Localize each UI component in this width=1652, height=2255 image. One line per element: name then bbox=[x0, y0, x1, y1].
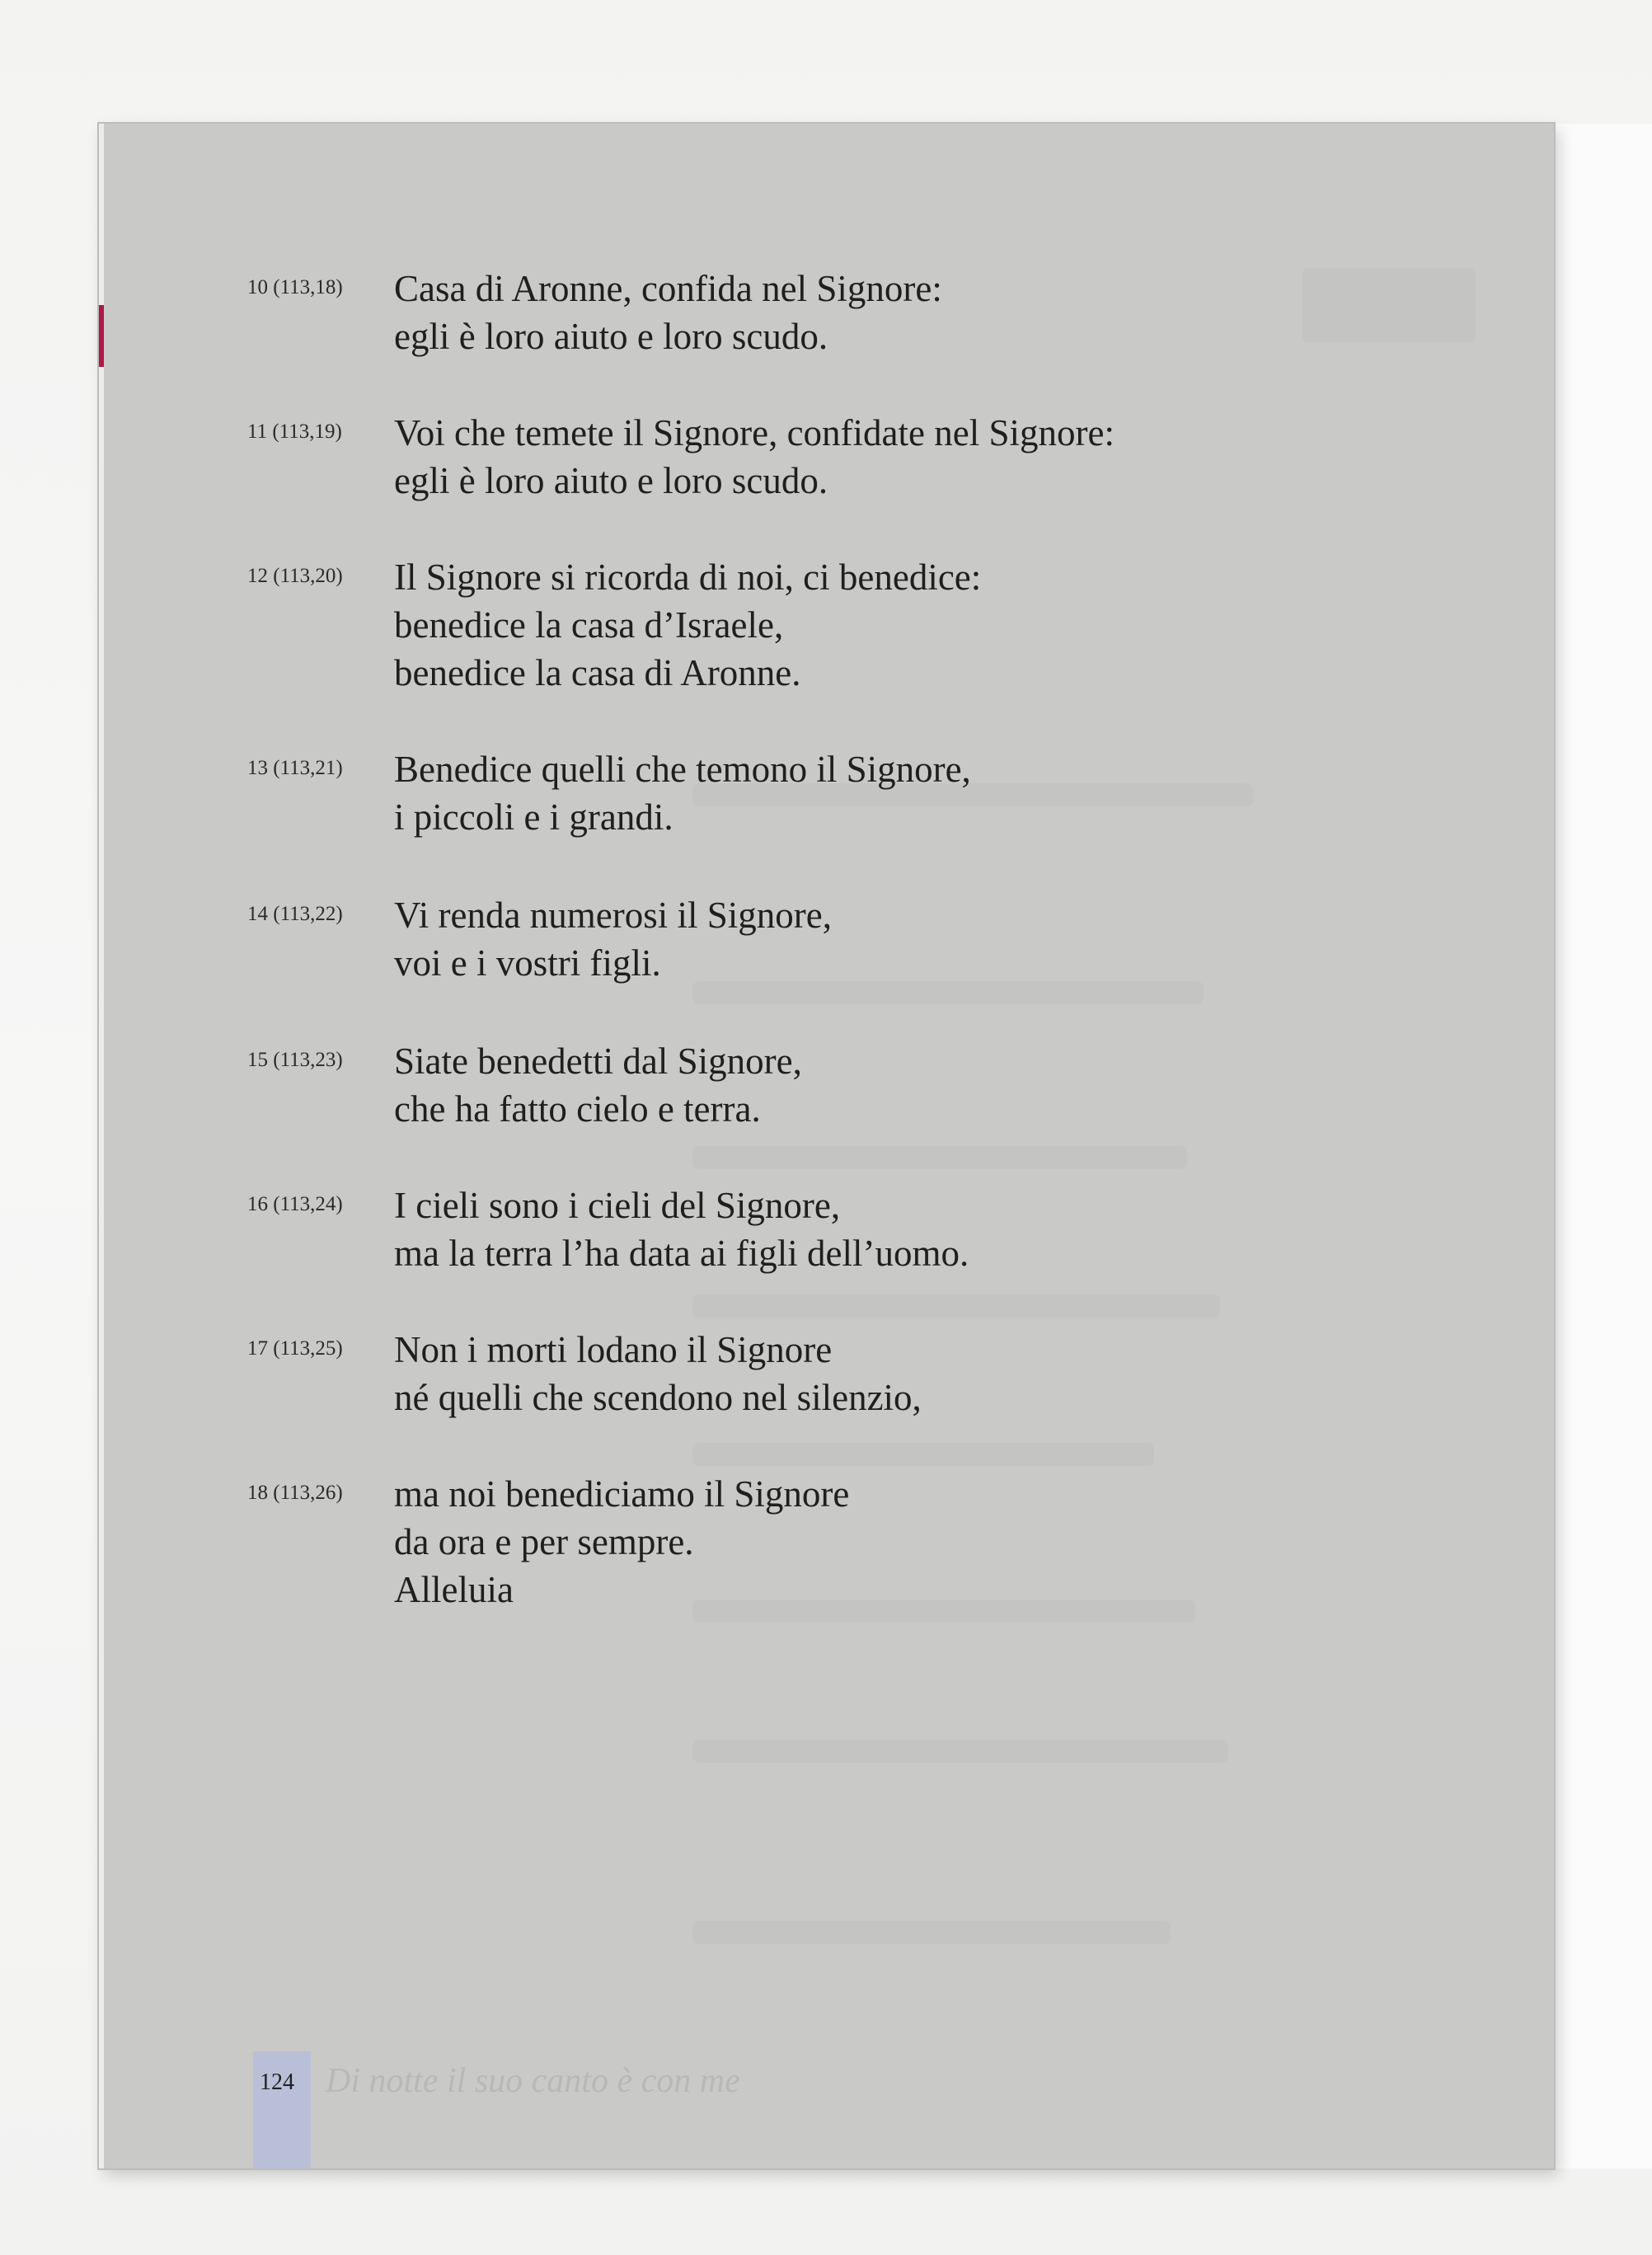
verse-number: 18 (113,26) bbox=[247, 1482, 343, 1504]
verse-line: da ora e per sempre. bbox=[394, 1521, 694, 1562]
verse-number: 13 (113,21) bbox=[247, 757, 343, 779]
verse-line: voi e i vostri figli. bbox=[394, 942, 661, 984]
verse-line: né quelli che scendono nel silenzio, bbox=[394, 1377, 922, 1418]
verse-text bbox=[394, 1182, 969, 1277]
verse-line: ma la terra l’ha data ai figli dell’uomo. bbox=[394, 1233, 969, 1274]
verse-line: Benedice quelli che temono il Signore, bbox=[394, 749, 971, 790]
verse-text bbox=[394, 1326, 922, 1421]
verse-text bbox=[394, 745, 971, 841]
verse-number: 16 (113,24) bbox=[247, 1193, 343, 1215]
verse-number: 14 (113,22) bbox=[247, 903, 343, 925]
verse-line: I cieli sono i cieli del Signore, bbox=[394, 1185, 841, 1226]
booklet-page bbox=[99, 124, 1554, 2168]
verse-line: che ha fatto cielo e terra. bbox=[394, 1088, 761, 1130]
verse-line: Siate benedetti dal Signore, bbox=[394, 1041, 802, 1082]
verse-number: 10 (113,18) bbox=[247, 276, 343, 298]
verse-number: 11 (113,19) bbox=[247, 420, 342, 443]
verse-line: Il Signore si ricorda di noi, ci benedice: bbox=[394, 557, 982, 598]
verse-line: Voi che temete il Signore, confidate nel Signore: bbox=[394, 412, 1115, 453]
verse-number: 15 (113,23) bbox=[247, 1049, 343, 1071]
verse-text bbox=[394, 891, 832, 987]
verse-line: egli è loro aiuto e loro scudo. bbox=[394, 460, 828, 501]
verse-text bbox=[394, 1470, 849, 1614]
running-title: Di notte il suo canto è con me bbox=[326, 2062, 740, 2100]
verse-number: 17 (113,25) bbox=[247, 1337, 343, 1360]
verse-number: 12 (113,20) bbox=[247, 565, 343, 587]
verse-line: Non i morti lodano il Signore bbox=[394, 1329, 833, 1370]
verse-line: i piccoli e i grandi. bbox=[394, 796, 673, 838]
verse-text bbox=[394, 1037, 802, 1133]
verse-text bbox=[394, 553, 981, 697]
adjacent-page-edge bbox=[1554, 124, 1652, 2168]
verse-line: ma noi benediciamo il Signore bbox=[394, 1473, 850, 1515]
verse-line: benedice la casa di Aronne. bbox=[394, 652, 801, 693]
verse-text bbox=[394, 409, 1115, 505]
verse-line: egli è loro aiuto e loro scudo. bbox=[394, 316, 828, 357]
verse-line: Vi renda numerosi il Signore, bbox=[394, 895, 832, 936]
verse-line: Casa di Aronne, confida nel Signore: bbox=[394, 268, 942, 309]
page-number: 124 bbox=[260, 2069, 294, 2095]
verse-text bbox=[394, 265, 942, 360]
verse-line: Alleluia bbox=[394, 1569, 514, 1610]
verse-line: benedice la casa d’Israele, bbox=[394, 604, 784, 646]
